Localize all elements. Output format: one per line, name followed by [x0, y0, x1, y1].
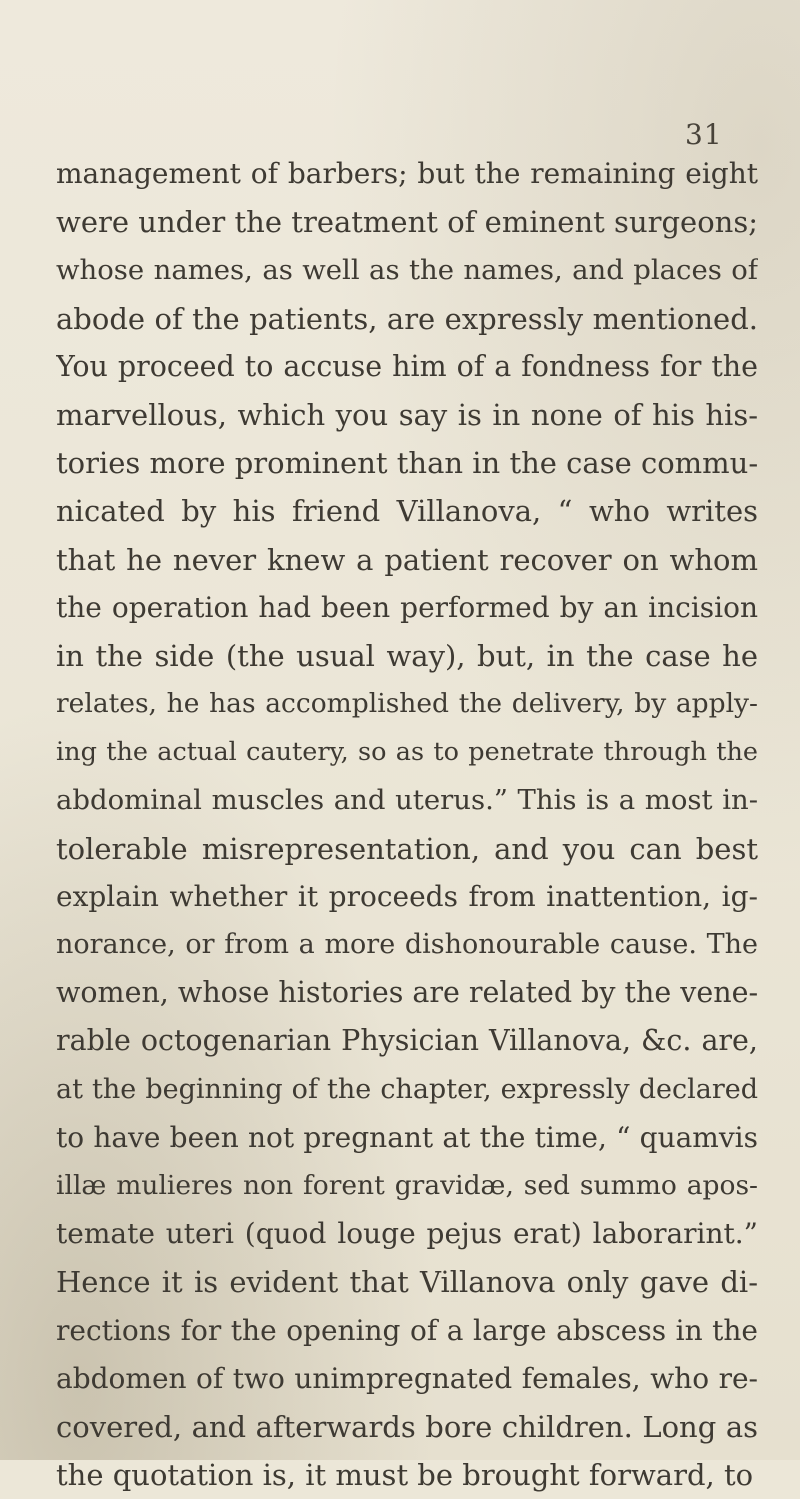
text-line: tories more prominent than in the case commu- — [56, 446, 758, 481]
text-line: norance, or from a more dishonourable cause. The — [56, 929, 758, 960]
text-line: covered, and afterwards bore children. Long as — [56, 1409, 758, 1444]
text-line: rable octogenarian Physician Villanova, &c. are, — [56, 1024, 758, 1058]
text-line: marvellous, which you say is in none of his his- — [56, 397, 758, 432]
text-line: relates, he has accomplished the delivery, by apply- — [56, 688, 758, 720]
text-line: that he never knew a patient recover on whom — [56, 542, 758, 577]
text-line: You proceed to accuse him of a fondness for the — [56, 349, 758, 383]
text-line: explain whether it proceeds from inattention, ig- — [56, 879, 758, 913]
text-line: Hence it is evident that Villanova only gave di- — [56, 1265, 758, 1300]
text-line: illæ mulieres non forent gravidæ, sed summo apos- — [56, 1169, 758, 1201]
text-line: ing the actual cautery, so as to penetrate through the — [56, 737, 758, 768]
text-line: the quotation is, it must be brought forward, to — [56, 1458, 754, 1493]
text-line: tolerable misrepresentation, and you can best — [56, 831, 758, 866]
text-line: management of barbers; but the remaining eight — [56, 157, 758, 190]
text-line: in the side (the usual way), but, in the case he — [56, 638, 758, 673]
text-line: abdominal muscles and uterus.” This is a most in- — [56, 784, 758, 817]
text-line: rections for the opening of a large abscess in the — [56, 1313, 758, 1347]
text-line: were under the treatment of eminent surgeons; — [56, 205, 758, 240]
text-line: abode of the patients, are expressly mentioned. — [56, 301, 758, 336]
text-line: whose names, as well as the names, and places of — [56, 254, 758, 287]
text-line: the operation had been performed by an incision — [56, 590, 758, 624]
text-line: at the beginning of the chapter, expressly declared — [56, 1073, 758, 1105]
text-line: women, whose histories are related by the vene- — [56, 976, 758, 1010]
text-line: nicated by his friend Villanova, “ who writes — [56, 494, 758, 529]
text-line: to have been not pregnant at the time, “ quamvis — [56, 1120, 758, 1154]
body-text — [56, 150, 758, 1499]
text-line: abdomen of two unimpregnated females, who re- — [56, 1361, 758, 1395]
text-line: temate uteri (quod louge pejus erat) laborarint.” — [56, 1217, 758, 1251]
page-number: 31 — [685, 118, 723, 151]
